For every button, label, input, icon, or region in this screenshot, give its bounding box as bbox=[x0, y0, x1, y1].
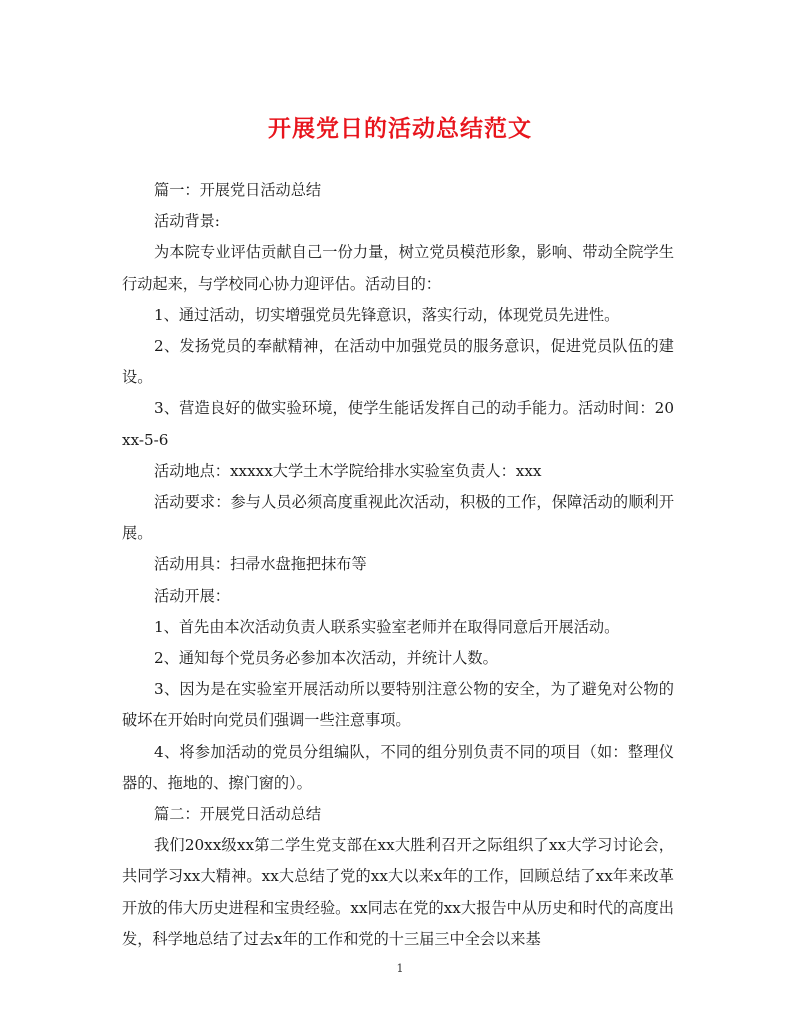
paragraph: 为本院专业评估贡献自己一份力量，树立党员模范形象，影响、带动全院学生行动起来，与学校同心协力迎评估。活动目的： bbox=[122, 243, 674, 293]
paragraph: 篇一：开展党日活动总结 bbox=[154, 181, 322, 199]
paragraph: 2、发扬党员的奉献精神，在活动中加强党员的服务意识，促进党员队伍的建设。 bbox=[122, 337, 674, 387]
paragraph: 2、通知每个党员务必参加本次活动，并统计人数。 bbox=[154, 649, 498, 668]
document-body bbox=[122, 175, 674, 955]
paragraph: 1、首先由本次活动负责人联系实验室老师并在取得同意后开展活动。 bbox=[154, 617, 620, 636]
page-number: 1 bbox=[396, 962, 404, 975]
paragraph: 我们20xx级xx第二学生党支部在xx大胜利召开之际组织了xx大学习讨论会，共同学习xx大精神。xx大总结了党的xx大以来x年的工作，回顾总结了xx年来改革开放的伟大历史进程和宝贵经验。xx同志在党的xx大报告中从历史和时代的高度出发，科学地总结了过去x年的工作和党的十三届三中全会以来基 bbox=[122, 836, 674, 948]
paragraph: 4、将参加活动的党员分组编队，不同的组分别负责不同的项目（如：整理仪器的、拖地的、擦门窗的）。 bbox=[122, 742, 674, 792]
document-title: 开展党日的活动总结范文 bbox=[268, 115, 532, 142]
paragraph: 活动背景: bbox=[154, 212, 220, 231]
paragraph: 活动开展： bbox=[154, 586, 230, 605]
paragraph: 活动地点：xxxxx大学土木学院给排水实验室负责人：xxx bbox=[154, 461, 542, 480]
paragraph: 3、因为是在实验室开展活动所以要特别注意公物的安全，为了避免对公物的破坏在开始时向党员们强调一些注意事项。 bbox=[122, 680, 674, 730]
paragraph: 1、通过活动，切实增强党员先锋意识，落实行动，体现党员先进性。 bbox=[154, 305, 620, 324]
paragraph: 篇二：开展党日活动总结 bbox=[154, 805, 322, 824]
paragraph: 活动要求：参与人员必须高度重视此次活动，积极的工作，保障活动的顺利开展。 bbox=[122, 493, 674, 543]
paragraph: 3、营造良好的做实验环境，使学生能话发挥自己的动手能力。活动时间：20xx-5-6 bbox=[122, 399, 674, 449]
paragraph: 活动用具：扫帚水盘拖把抹布等 bbox=[154, 555, 367, 574]
